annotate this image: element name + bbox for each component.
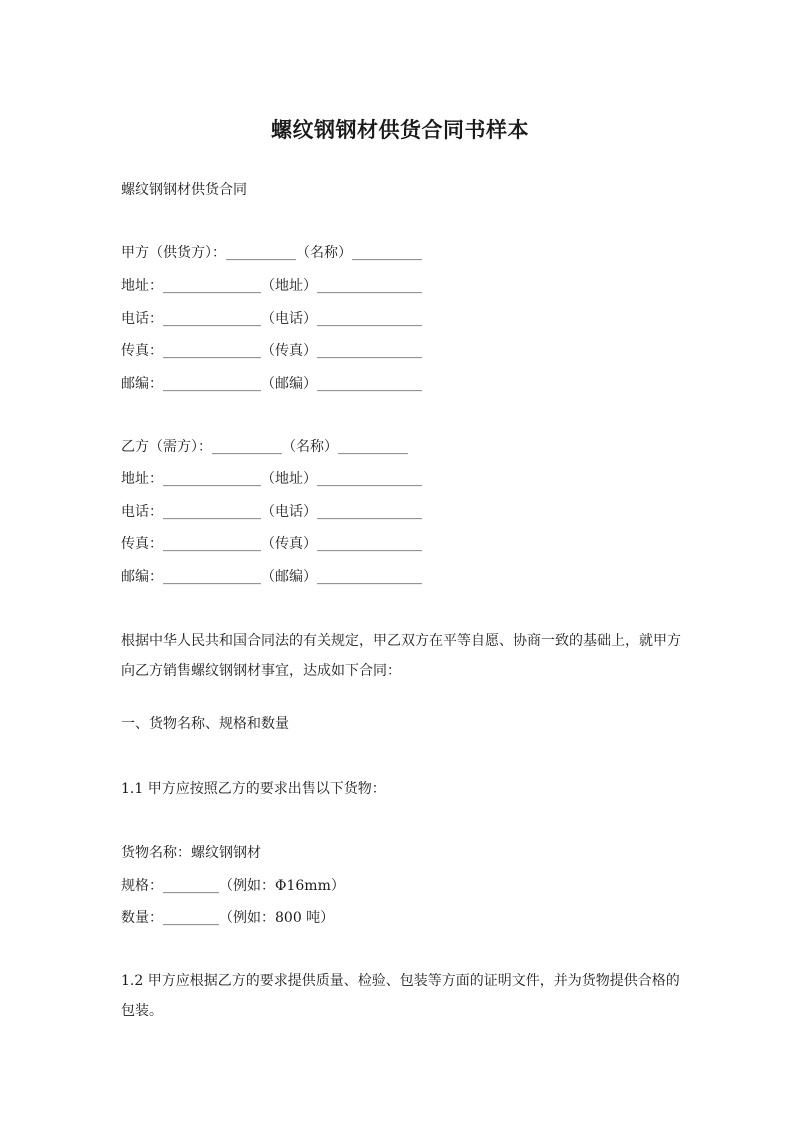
party-b-fax: 传真：______________（传真）_______________ [121, 536, 422, 552]
spec-line: 规格：________（例如：Φ16mm） [121, 878, 345, 894]
party-a-header: 甲方（供货方）：__________（名称）__________ [121, 245, 422, 261]
contract-subtitle: 螺纹钢钢材供货合同 [121, 182, 247, 198]
section-1-heading: 一、货物名称、规格和数量 [121, 716, 289, 732]
quantity-line: 数量：________（例如：800 吨） [121, 910, 335, 926]
party-b-address: 地址：______________（地址）_______________ [121, 471, 422, 487]
intro-paragraph: 根据中华人民共和国合同法的有关规定，甲乙双方在平等自愿、协商一致的基础上，就甲方向乙方销售螺纹钢钢材事宜，达成如下合同： [121, 633, 681, 679]
clause-1-2: 1.2 甲方应根据乙方的要求提供质量、检验、包装等方面的证明文件，并为货物提供合格的包装。 [121, 973, 680, 1019]
party-a-address: 地址：______________（地址）_______________ [121, 278, 422, 294]
party-a-phone: 电话：______________（电话）_______________ [121, 311, 422, 327]
party-b-header: 乙方（需方）：__________（名称）__________ [121, 439, 408, 455]
party-a-fax: 传真：______________（传真）_______________ [121, 343, 422, 359]
clause-1-1: 1.1 甲方应按照乙方的要求出售以下货物： [121, 781, 386, 797]
goods-name: 货物名称：螺纹钢钢材 [121, 845, 261, 861]
party-a-postcode: 邮编：______________（邮编）_______________ [121, 376, 422, 392]
party-b-postcode: 邮编：______________（邮编）_______________ [121, 569, 422, 585]
party-b-phone: 电话：______________（电话）_______________ [121, 504, 422, 520]
document-title: 螺纹钢钢材供货合同书样本 [271, 117, 529, 142]
